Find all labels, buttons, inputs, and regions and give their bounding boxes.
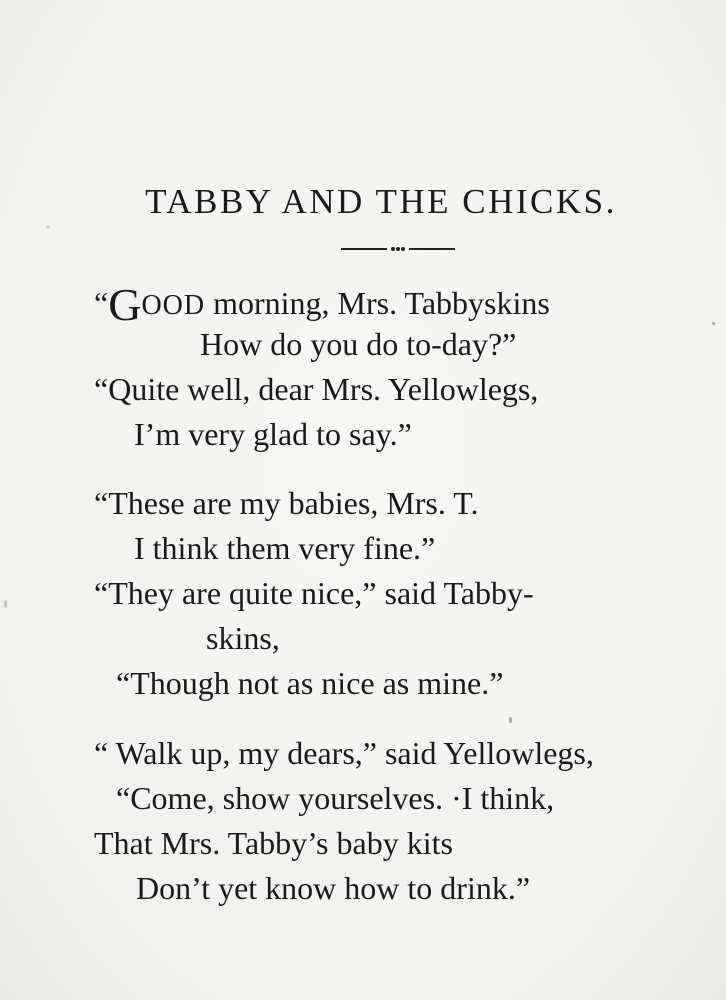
stanza-1-line-3: “Quite well, dear Mrs. Yellowlegs, [94, 371, 539, 407]
open-quote: “ [94, 285, 109, 321]
paper-speck [712, 322, 715, 325]
drop-cap: G [108, 279, 142, 330]
paper-speck [4, 600, 7, 608]
ornament-dot [396, 247, 400, 251]
paper-speck [46, 225, 50, 229]
ornament-rule-right [409, 248, 455, 250]
stanza-2-line-5: “Though not as nice as mine.” [116, 665, 504, 701]
stanza-2-line-4: skins, [206, 620, 280, 656]
stanza-2-line-1: “These are my babies, Mrs. T. [94, 485, 479, 521]
stanza-2-line-2: I think them very fine.” [134, 530, 436, 566]
title-ornament [341, 245, 455, 253]
line-text: morning, Mrs. Tabbyskins [205, 285, 550, 321]
stanza-3-line-3: That Mrs. Tabby’s baby kits [94, 825, 453, 861]
small-caps-word: OOD [141, 290, 206, 321]
poem-title: TABBY AND THE CHICKS. [145, 182, 617, 221]
stanza-1-line-4: I’m very glad to say.” [134, 416, 412, 452]
paper-speck [509, 717, 512, 723]
stanza-3-line-1: “ Walk up, my dears,” said Yellowlegs, [94, 735, 594, 771]
ornament-dot [401, 247, 405, 251]
ornament-rule-left [341, 248, 387, 250]
ornament-dot [391, 247, 395, 251]
stanza-1-line-1 [94, 279, 550, 330]
stanza-1-line-2: How do you do to-day?” [200, 326, 517, 362]
stanza-3-line-2: “Come, show yourselves. ·I think, [116, 780, 555, 816]
stanza-3-line-4: Don’t yet know how to drink.” [136, 870, 531, 906]
stanza-2-line-3: “They are quite nice,” said Tabby- [94, 575, 534, 611]
